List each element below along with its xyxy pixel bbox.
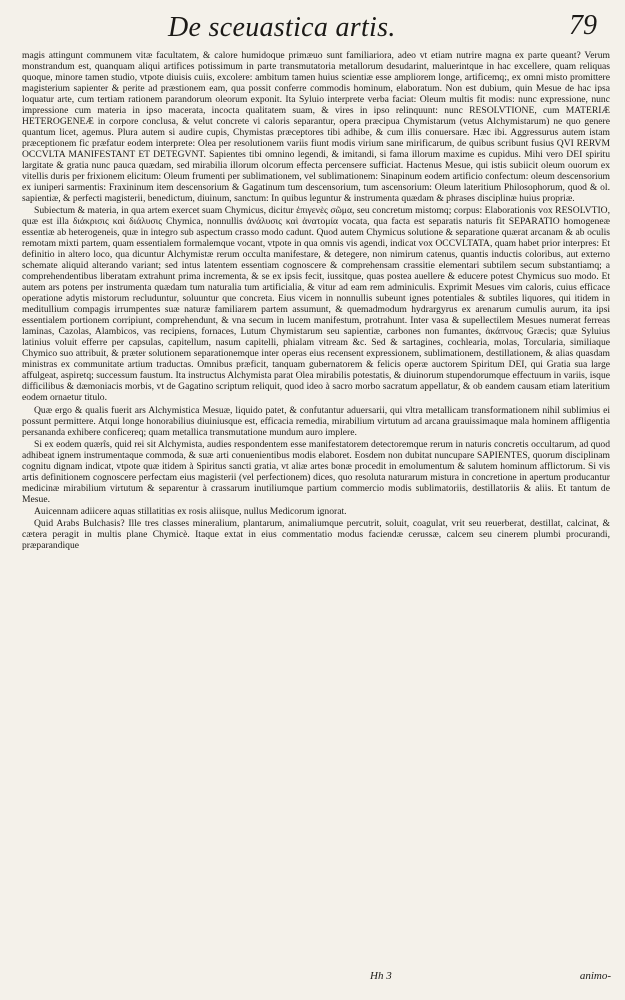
text-body [22,50,610,962]
running-title: De sceuastica artis. [168,12,396,43]
catchword: animo- [579,970,611,982]
paragraph: Subiectum & materia, in qua artem exercet suam Chymicus, dicitur ἐπιγενὲς σῶμα, seu concretum mistomq; corpus: Elaborationis vox RESOLVTIO, quæ est illa διάκρισις καὶ διάλυσις Chymica, nonnullis ἀνάλυσις καὶ ἀνατομία vocata, qua facta est separatis naturis fit SEPARATIO homogeneæ essentiæ ab heterogeneis, quæ in integro sub aspectum crasso modo cadunt. Quod autem Chymicus solutione & separatione quærat arcanam & ab oculis remotam mixti partem, quam essentialem formalemque vocant, vtpote in qua omnis vis agendi, indicat vox OCCVLTATA, quam habet prior interpres: Et definitio in altero loco, qua dicuntur Alchymistæ rerum occulta manifestare, & detegere, non nimirum catenus, quantis inductis coloribus, aut externo schemate aliquid alterando variant; sed intus latentem essentiam cognoscere & comprehensam crassitie elementari subtilem secum substantiamq; a comprehendentibus liberatam extrahunt prima incrementa, & se ex ipsis fecit, iussitque, quas postea auellere & educere potest Chymicus suo modo. Et autem ars potens per instrumenta quædam tum naturalia tum artificialia, & vitur ad eam rem adminiculis. Exprimit Mesues vim caloris, cuius efficace operatione adytis mistorum recluduntur, soluuntur que concreta. Eius vicem in nonnullis subeunt ignes potentiales & subtiles liquores, qui itidem in meditullium compagis irrumpentes suæ naturæ familiarem partem assumunt, & quemadmodum hydrargyrus ex arenarum cumulis aurum, ita ipsi essentialem portionem corripiunt, comprehendunt, & vna secum in lucem manifestum, protrahunt. Inter vasa & supellectilem Mesues numerat ferreas laminas, Cazolas, Alambicos, vas recipiens, fornaces, Lutum Chymistarum seu sapientiæ, carbones non fumantes, ἀκάπνους Græcis; quæ Syluius latinius voluit efferre per capsulas, capitellum, nasum capitelli, phialam vitream &c. Sed & sartagines, cochlearia, molas, Torcularia, similiaque Chymico suo attribuit, & præter solutionem separationemque inter operas eius recensent expressionem, sublimationem, destillationem, & alias quasdam ministras ex communitate artium traductas. Omnibus præficit, tanquam gubernatorem & felicis operæ auctorem Spiritum DEI, qui Gratia sua large affulgeat, aspiretq; successum faustum. Ita instructus Alchymista parat Olea mirabilis potestatis, & diuinorum stupendorumque effectuum in variis, isque difficilibus & dæmoniacis morbis, vt de Gagatino scriptum reliquit, quod ideo à sacro morbo sacratum appellatur, & ob eandem causam etiam lateritium eodem ornaetur titulo. [22,205,610,404]
page-footer [0,970,625,990]
paragraph: Quid Arabs Bulchasis? Ille tres classes mineralium, plantarum, animaliumque percutrit, soluit, coagulat, vrit seu reuerberat, destillat, calcinat, & cætera peragit in multis plane Chymicè. Itaque extat in eius commentatio modus faciendæ cerussæ, calcem seu cinerem plumbi procurandi, præparandique [22,517,610,551]
page-header [0,10,625,44]
paragraph: Auicennam adiicere aquas stillatitias ex rosis aliisque, nullus Medicorum ignorat. [34,505,347,517]
paragraph: Si ex eodem quærîs, quid rei sit Alchymista, audies respondentem esse manifestatorem detectoremque rerum in naturis concretis occultarum, ad quod adhibeat ignem instrumentaque commoda, & suæ arti conuenientibus modis elaboret. Eosdem non dubitat nuncupare SAPIENTES, quorum disciplinam cognitu dignam indicat, vtpote quæ itidem à Spiritus sancti gratia, vt aliæ artes bonæ procedit in emolumentum & salutem hominum afflictorum. Si vis artis definitionem cognoscere perfectam eius magisterii (vel perfectionem) dices, quo resoluta naturarum mistura in concretione in apertum producantur medicinæ mirabilium virtutum & separentur à crassarum inutiliumque partium commercio modis sublimatoriis, destillatoriis & aliis. Et tantum de Mesue. [22,438,610,505]
page-number: 79 [569,10,597,41]
paragraph: magis attingunt communem vitæ facultatem, & calore humidoque primæuo sunt familiariora, adeo vt etiam nutrire magna ex parte queant? Verum monstrandum est, quanquam aliqui artifices potissimum in parte transmutatoria metallorum desudarint, maluerintque in hac excellere, quam reliquas quoque, minore tamen studio, vtpote diuisis cuiis, excolere: ambitum tamen huius scientiæ esse ampliorem longe, artificemq;, ex omni misto promittere magisterium sapienter & perite ad præstionem eam, qua possit conferre commodis hominum, elaboratum. Non est dubium, quin Mesue de hac ipsa loquatur arte, cum tertiam rationem parandorum oleorum exponit. Ita Syluio interprete verba faciat: Oleum multis fit modis: nunc expressione, nunc impressione cum materia in ipso macerata, incocta qualitatem suam, & vires in ipso relinquunt: nunc RESOLVTIONE, cum MATERIÆ HETEROGENEÆ in corpore conclusa, & velut concrete vi caloris separantur, opera præcipua Chymistarum (vetus Alchymistarum) ne quo genere quantum licet, agemus. Plura autem si audire cupis, Chymistas præceptores tibi adhibe, & cum illis conuersare. Hæc ibi. Aggressurus autem istam præceptionem fic præfatur eodem interprete: Olea per resolutionem variis fiunt modis virium sane mirificarum, de quibus scribunt fusius QVI RERVM OCCVLTA MANIFESTANT ET DETEGVNT. Sapientes tibi omnino legendi, & imitandi, si fama illorum maxime es cupidus. Mihi vero DEI spiritu largitate & gratia nunc pauca quædam, sed mirabilia illorum olcorum effecta percensere sufficiat. Hactenus Mesue, qui istis subiicit oleum ouorum ex vitellis duris per frixionem elicitum: Oleum frumenti per sublimationem, vel sublimationem: Sinapinum eodem artificio confectum: oleum descensorium ex iuniperi sarmentis: Fraxininum item descensorium & Gagatinum tum descensorium, tum ascensorium: Oleum lateritium Philosophorum, quod & ol. sapientiæ, & perfecti magisterii, benedictum, diuinum, sanctum: In quibus leguntur & instrumenta quædam & phrases disciplinæ huius propriæ. [22,50,610,205]
paragraph: Quæ ergo & qualis fuerit ars Alchymistica Mesuæ, liquido patet, & confutantur aduersarii, qui vltra metallicam transformationem nihil sublimius ei possunt permittere. Atqui longe honorabilius diuiniusque est, efficacia remedia, mirabilium virtutum ad arcana grauissimaque mala hominem affligentia persananda exhibere conficereq; quam metallica transmutatione mundum auro implere. [22,404,610,438]
signature-mark: Hh 3 [370,970,392,982]
